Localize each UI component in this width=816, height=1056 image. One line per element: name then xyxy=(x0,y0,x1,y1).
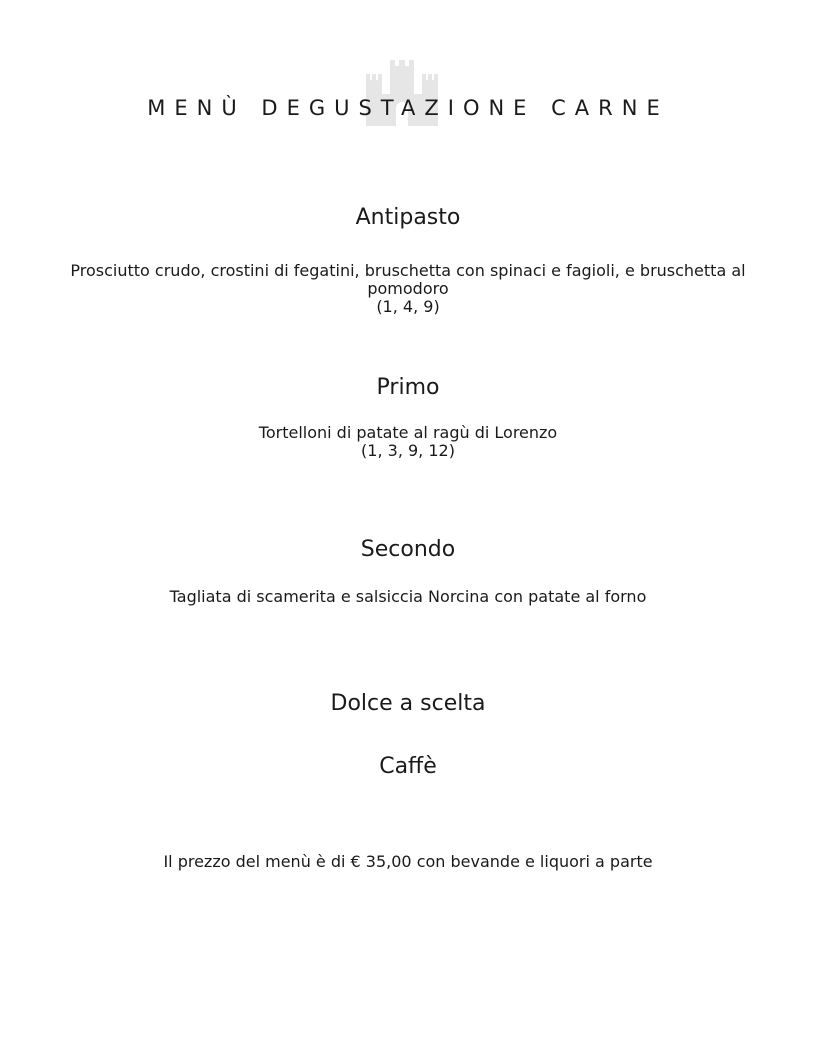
primo-allergens: (1, 3, 9, 12) xyxy=(361,441,455,460)
secondo-heading: Secondo xyxy=(360,537,456,562)
primo-description: Tortelloni di patate al ragù di Lorenzo xyxy=(258,423,558,442)
price-note: Il prezzo del menù è di € 35,00 con bevande e liquori a parte xyxy=(163,852,653,871)
antipasto-allergens: (1, 4, 9) xyxy=(376,297,440,316)
dolce-heading: Dolce a scelta xyxy=(330,691,486,716)
primo-heading: Primo xyxy=(376,375,440,400)
secondo-description: Tagliata di scamerita e salsiccia Norcina con patate al forno xyxy=(169,587,647,606)
menu-title: MENÙ DEGUSTAZIONE CARNE xyxy=(147,96,669,120)
caffe-heading: Caffè xyxy=(379,754,437,779)
antipasto-description: Prosciutto crudo, crostini di fegatini, bruschetta con spinaci e fagioli, e bruschetta al pomodoro xyxy=(70,261,746,298)
antipasto-heading: Antipasto xyxy=(355,205,461,230)
